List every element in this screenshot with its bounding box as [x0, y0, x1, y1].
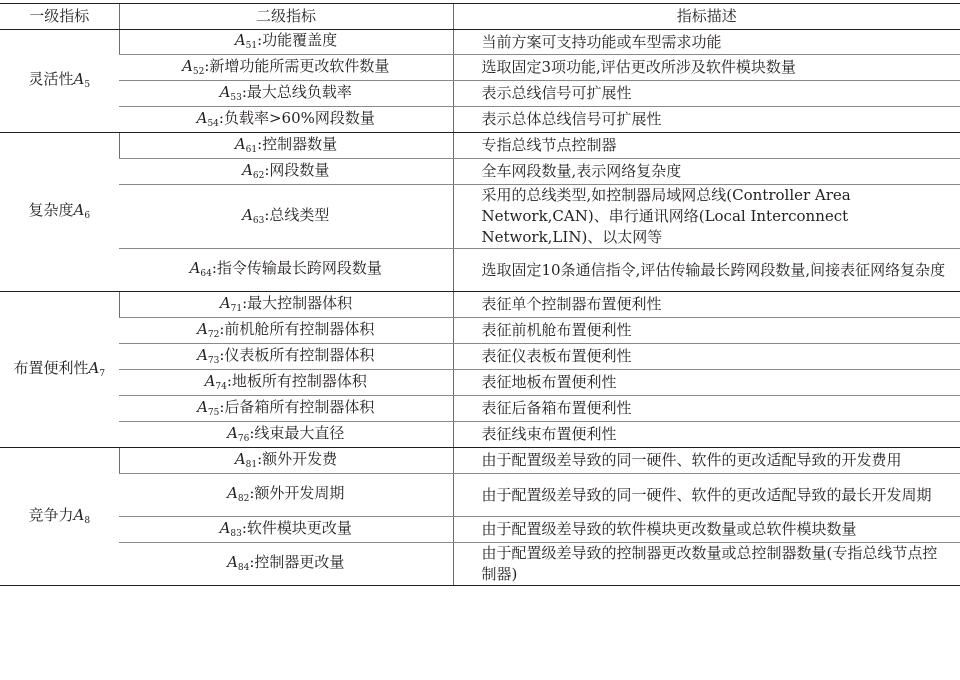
level2-indicator-cell: [119, 292, 453, 318]
level2-symbol: A: [242, 160, 253, 179]
level2-subscript: 81: [245, 459, 258, 470]
level1-indicator-cell: [0, 292, 119, 448]
level1-name: 复杂度: [28, 201, 74, 219]
level2-subscript: 74: [215, 381, 227, 392]
level2-indicator-cell: [119, 370, 453, 396]
description-cell: 表示总线信号可扩展性: [453, 81, 960, 107]
level2-subscript: 82: [237, 494, 250, 504]
description-cell: 当前方案可支持功能或车型需求功能: [453, 30, 960, 55]
level2-name: :额外开发周期: [249, 484, 345, 502]
table-row: [0, 159, 960, 185]
description-cell: 表征地板布置便利性: [453, 370, 960, 396]
level2-symbol: A: [197, 397, 208, 416]
level2-subscript: 84: [237, 563, 250, 573]
level2-symbol: A: [197, 319, 208, 338]
header-level1: 一级指标: [0, 4, 119, 30]
level1-name: 布置便利性: [13, 358, 89, 377]
level2-symbol: A: [197, 345, 208, 364]
level2-name: :最大总线负载率: [241, 82, 352, 101]
table-row: [0, 185, 960, 249]
table-row: [0, 344, 960, 370]
level1-indicator-cell: [0, 448, 119, 586]
table-row: [0, 133, 960, 159]
level2-name: :后备箱所有控制器体积: [219, 397, 375, 416]
level2-subscript: 83: [230, 528, 242, 539]
level2-name: :额外开发费: [257, 449, 338, 468]
level2-indicator-cell: [119, 107, 453, 133]
description-cell: 表征单个控制器布置便利性: [453, 292, 960, 318]
level2-subscript: 71: [230, 303, 243, 314]
level2-subscript: 54: [207, 118, 219, 129]
level2-symbol: A: [196, 108, 208, 127]
table-row: [0, 292, 960, 318]
level1-symbol: A: [88, 358, 100, 377]
level2-name: :指令传输最长跨网段数量: [211, 259, 382, 277]
level1-subscript: 6: [84, 211, 91, 221]
level2-indicator-cell: [119, 81, 453, 107]
level2-symbol: A: [234, 31, 246, 49]
description-cell: 由于配置级差导致的软件模块更改数量或总软件模块数量: [453, 517, 960, 543]
level2-name: :软件模块更改量: [241, 518, 352, 537]
description-cell: 选取固定3项功能,评估更改所涉及软件模块数量: [453, 55, 960, 81]
header-description: 指标描述: [453, 4, 960, 30]
table-body: [0, 30, 960, 586]
header-level2: 二级指标: [119, 4, 453, 30]
level2-subscript: 52: [192, 66, 205, 77]
level2-indicator-cell: [119, 474, 453, 517]
table-row: [0, 543, 960, 586]
level2-indicator-cell: [119, 517, 453, 543]
level2-subscript: 62: [252, 170, 265, 181]
level2-symbol: A: [182, 56, 193, 75]
level2-symbol: A: [234, 449, 246, 468]
description-cell: 表征仪表板布置便利性: [453, 344, 960, 370]
level2-subscript: 51: [245, 41, 258, 51]
level2-name: :线束最大直径: [249, 423, 345, 442]
level2-symbol: A: [189, 259, 201, 277]
level2-name: :地板所有控制器体积: [226, 371, 367, 390]
table-row: [0, 422, 960, 448]
level1-subscript: 8: [84, 515, 91, 526]
level2-subscript: 73: [207, 355, 220, 366]
level1-indicator-cell: [0, 133, 119, 292]
table-row: [0, 81, 960, 107]
level2-symbol: A: [234, 134, 246, 153]
level2-symbol: A: [219, 518, 231, 537]
description-cell: 表示总体总线信号可扩展性: [453, 107, 960, 133]
table-row: [0, 249, 960, 292]
level2-name: :控制器数量: [257, 134, 338, 153]
level2-symbol: A: [227, 553, 238, 571]
level2-subscript: 75: [207, 407, 220, 418]
level2-indicator-cell: [119, 448, 453, 474]
level2-name: :前机舱所有控制器体积: [219, 319, 375, 338]
level2-name: :仪表板所有控制器体积: [219, 345, 375, 364]
level2-name: :负载率>60%网段数量: [218, 108, 375, 127]
level2-indicator-cell: [119, 185, 453, 249]
table-row: [0, 474, 960, 517]
table-row: [0, 370, 960, 396]
table-row: [0, 517, 960, 543]
level1-symbol: A: [73, 201, 85, 219]
description-cell: 表征线束布置便利性: [453, 422, 960, 448]
table-header: [0, 4, 960, 30]
description-cell: 专指总线节点控制器: [453, 133, 960, 159]
level1-name: 灵活性: [28, 70, 74, 88]
table-row: [0, 396, 960, 422]
header-row: [0, 4, 960, 30]
table-row: [0, 318, 960, 344]
description-cell: 全车网段数量,表示网络复杂度: [453, 159, 960, 185]
level2-subscript: 61: [245, 144, 258, 155]
description-cell: 采用的总线类型,如控制器局域网总线(Controller Area Network,CAN)、串行通讯网络(Local Interconnect Network,LIN)、以太网等: [453, 185, 960, 249]
level2-indicator-cell: [119, 133, 453, 159]
level1-indicator-cell: [0, 30, 119, 133]
level1-name: 竞争力: [28, 505, 74, 524]
level2-subscript: 63: [252, 215, 265, 226]
level2-indicator-cell: [119, 318, 453, 344]
level2-indicator-cell: [119, 543, 453, 586]
table-row: [0, 107, 960, 133]
table-row: [0, 55, 960, 81]
level2-indicator-cell: [119, 422, 453, 448]
level2-name: :最大控制器体积: [242, 293, 353, 312]
description-cell: 选取固定10条通信指令,评估传输最长跨网段数量,间接表征网络复杂度: [453, 249, 960, 292]
level1-symbol: A: [73, 70, 85, 88]
level2-subscript: 72: [207, 329, 220, 340]
level2-symbol: A: [219, 293, 231, 312]
indicator-table-container: [0, 3, 960, 586]
level2-subscript: 64: [200, 269, 212, 279]
level2-symbol: A: [242, 205, 253, 224]
description-cell: 表征前机舱布置便利性: [453, 318, 960, 344]
level2-symbol: A: [219, 82, 231, 101]
level2-indicator-cell: [119, 344, 453, 370]
level2-indicator-cell: [119, 30, 453, 55]
level2-indicator-cell: [119, 396, 453, 422]
level2-symbol: A: [227, 423, 238, 442]
description-cell: 由于配置级差导致的同一硬件、软件的更改适配导致的最长开发周期: [453, 474, 960, 517]
level1-subscript: 7: [99, 368, 106, 379]
indicator-table: [0, 3, 960, 586]
table-row: [0, 448, 960, 474]
level2-name: :网段数量: [264, 160, 330, 179]
level2-subscript: 53: [230, 92, 242, 103]
table-row: [0, 30, 960, 55]
level2-name: :总线类型: [264, 205, 330, 224]
level2-indicator-cell: [119, 159, 453, 185]
level1-symbol: A: [73, 505, 85, 524]
level2-name: :控制器更改量: [249, 553, 345, 571]
level2-symbol: A: [227, 484, 238, 502]
level2-name: :功能覆盖度: [257, 31, 338, 49]
level2-subscript: 76: [237, 433, 250, 444]
level2-indicator-cell: [119, 55, 453, 81]
level2-symbol: A: [204, 371, 216, 390]
description-cell: 由于配置级差导致的控制器更改数量或总控制器数量(专指总线节点控制器): [453, 543, 960, 586]
description-cell: 由于配置级差导致的同一硬件、软件的更改适配导致的开发费用: [453, 448, 960, 474]
level2-indicator-cell: [119, 249, 453, 292]
level1-subscript: 5: [84, 80, 91, 90]
description-cell: 表征后备箱布置便利性: [453, 396, 960, 422]
level2-name: :新增功能所需更改软件数量: [204, 56, 390, 75]
